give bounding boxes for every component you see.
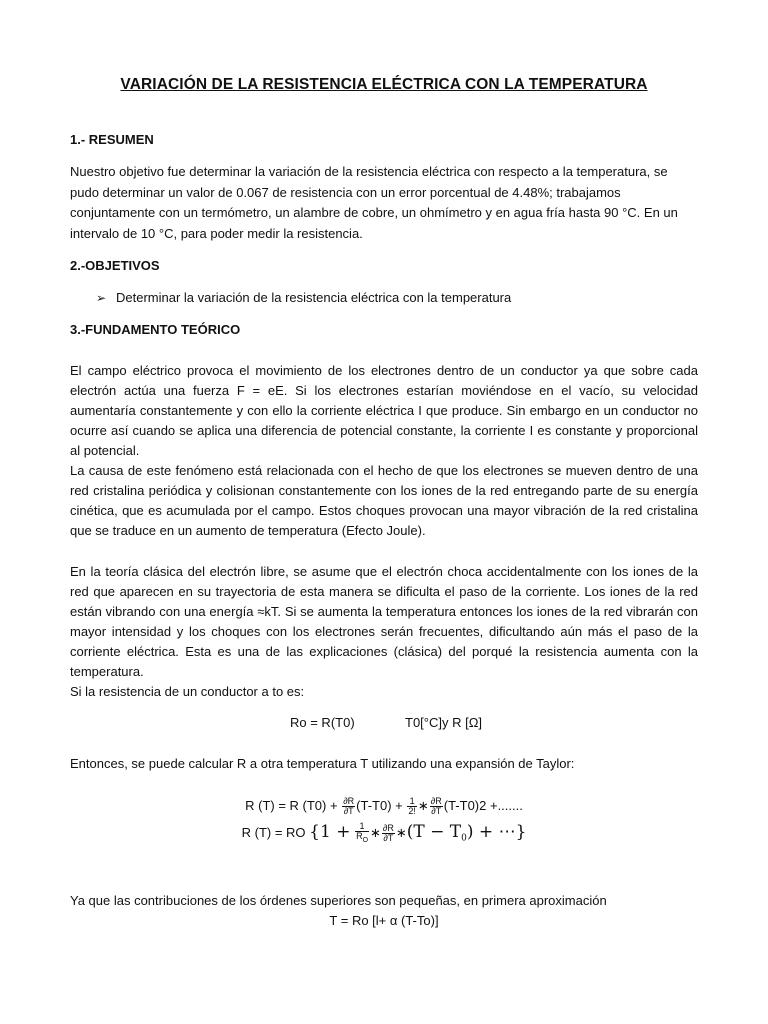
taylor1-term1: (T-T0) + [356,798,403,813]
partial-fraction-3: $\frac{\partial R}{\partial T}$ [382,823,394,844]
fundamento-paragraph-3: En la teoría clásica del electrón libre, se asume que el electrón choca accidentalmente con los iones de la red que aparecen en su trayectoria de esta manera se dificulta el paso de la corriente. Los iones de la red están vibrando con una energía ≈kT. Si se aumenta la temperatura entonces los iones de la red vibrarán con mayor intensidad y los choques con los electrones serán frecuentes, dificultando aún más el paso de la corriente eléctrica. Esta es una de las explicaciones (clásica) del porqué la resistencia aumenta con la temperatura. [70,564,698,679]
taylor1-lhs: R (T) = R (T0) + [245,798,338,813]
objetivo-bullet-item [96,288,511,308]
section-heading-objetivos: 2.-OBJETIVOS [70,258,160,273]
one-over-two-factorial: $\frac{1}{2!}$ [408,796,416,817]
equation-ro [290,713,355,733]
partial-fraction: $\frac{\partial R}{\partial T}$ [343,796,355,817]
taylor-equation-2: R (T) = RO {1 + $\frac{1}{R_O}$ ∗ $\frac{\partial R}{\partial T}$ ∗(T − $T_0$) + ⋯} [241,821,527,844]
equation-ro-units: T0[°C]y R [Ω] [405,715,483,730]
one-over-ro-fraction: $\frac{1}{R_O}$ [356,821,369,844]
conductor-resistance-text: Si la resistencia de un conductor a to es: [70,684,305,699]
taylor1-term2: (T-T0)2 +....... [443,798,523,813]
section-heading-fundamento: 3.-FUNDAMENTO TEÓRICO [70,322,241,337]
section-heading-resumen: 1.- RESUMEN [70,132,154,147]
approximation-text: Ya que las contribuciones de los órdenes superiores son pequeñas, en primera aproximación [70,893,607,908]
objetivo-text: Determinar la variación de la resistencia eléctrica con la temperatura [116,290,512,305]
partial-fraction-2: $\frac{\partial R}{\partial T}$ [430,796,442,817]
page-title: VARIACIÓN DE LA RESISTENCIA ELÉCTRICA CON LA TEMPERATURA [120,76,648,93]
arrow-bullet-icon: ➢ [96,291,107,305]
equation-final: T = Ro [l+ α (T-To)] [329,913,439,928]
resumen-paragraph: Nuestro objetivo fue determinar la variación de la resistencia eléctrica con respecto a la temperatura, se pudo determinar un valor de 0.067 de resistencia con un error porcentual de 4.48%; trabajamos conjuntamente con un termómetro, un alambre de cobre, un ohmímetro y en agua fría hasta 90 °C. En un intervalo de 10 °C, para poder medir la resistencia. [70,164,678,241]
taylor-equation-1: R (T) = R (T0) + $\frac{\partial R}{\partial T}$ (T-T0) + $\frac{1}{2!}$ ∗ $\frac{\partial R}{\partial T}$ (T-T0)2 +....... [245,796,523,817]
fundamento-paragraph-2: La causa de este fenómeno está relacionada con el hecho de que los electrones se mueven dentro de una red cristalina periódica y colisionan constantemente con los iones de la red entregando parte de su energía cinética, que es acumulada por el campo. Estos choques provocan una mayor vibración de la red cristalina que se traduce en un aumento de temperatura (Efecto Joule). [70,463,698,538]
fundamento-paragraph-1: El campo eléctrico provoca el movimiento de los electrones dentro de un conductor ya que sobre cada electrón actúa una fuerza F = eE. Si los electrones estarían moviéndose en el vacío, su velocidad aumentaría constantemente y con ello la corriente eléctrica I que produce. Sin embargo en un conductor no ocurre así cuando se aplica una diferencia de potencial constante, la corriente I es constante y proporcional al potencial. [70,363,698,458]
taylor2-lhs: R (T) = RO [241,825,306,840]
taylor-intro-text: Entonces, se puede calcular R a otra temperatura T utilizando una expansión de Taylor: [70,756,575,771]
equation-ro-left: Ro = R(T0) [290,715,355,730]
